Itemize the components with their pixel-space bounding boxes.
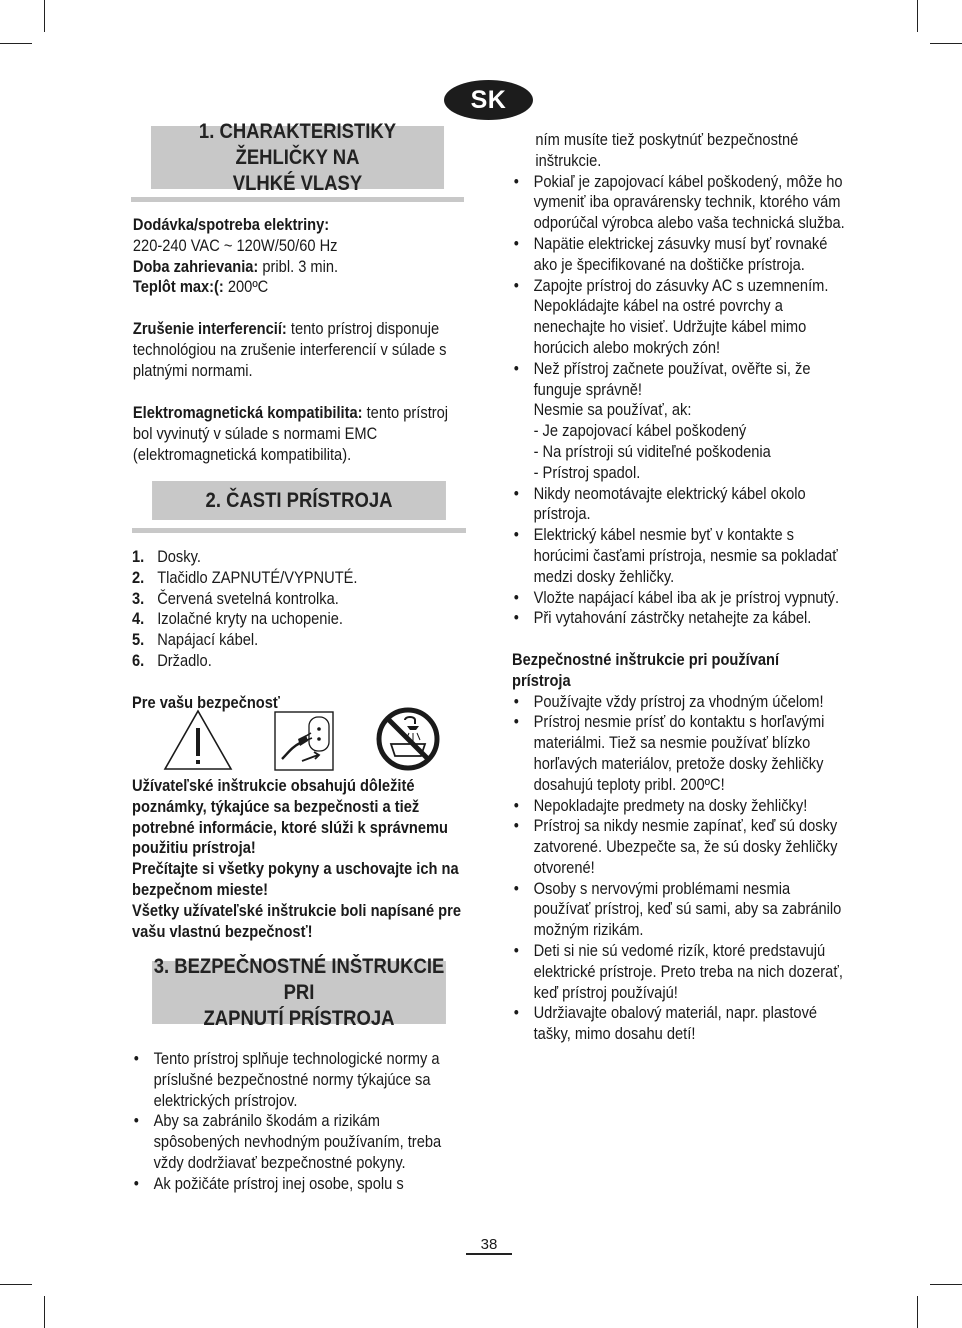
- section-3-heading: [152, 954, 446, 1030]
- list-item: • Aby sa zabránilo škodám a rizikám spôsobených nevhodným používaním, treba vždy dodržiavať bezpečnostné pokyny.: [133, 1112, 442, 1172]
- list-item: • Při vytahování zástrčky netahejte za kábel.: [513, 609, 812, 628]
- list-item: • Než přístroj začnete používat, ověřte si, že funguje správně! Nesmie sa používať, ak: - Je zapojovací kábel poškodený - Na prístroji sú viditeľné poškodenia - Prístroj spadol.: [513, 359, 811, 482]
- list-item: • Napätie elektrickej zásuvky musí byť rovnaké ako je špecifikované na doštičke prístroja.: [513, 234, 828, 274]
- page-number: 38: [480, 1236, 498, 1253]
- interference-paragraph: [133, 319, 466, 381]
- safety-heading: Pre vašu bezpečnosť: [132, 694, 280, 712]
- emc-text: tento prístroj bol vyvinutý v súlade s normami EMC (elektromagnetická kompatibilita).: [132, 404, 449, 464]
- spec-block: [133, 215, 466, 298]
- heating-value: pribl. 3 min.: [258, 257, 339, 276]
- page-number-underline: [466, 1253, 512, 1255]
- crop-mark: [0, 1284, 32, 1285]
- list-item: • Prístroj nesmie prísť do kontaktu s horľavými materiálmi. Tiež sa nesmie používať blízko horľavých materiálov, pretože dosky žehličky dosahujú teploty pribl. 200ºC!: [513, 713, 825, 794]
- emc-label: Elektromagnetická kompatibilita:: [132, 404, 363, 422]
- safety-bullets-right: [512, 172, 845, 630]
- safety-note: Prečítajte si všetky pokyny a uschovajte ich na bezpečnom mieste!: [132, 860, 459, 899]
- supply-value: 220-240 VAC ~ 120W/50/60 Hz: [132, 236, 338, 255]
- usage-safety-heading: Bezpečnostné inštrukcie pri používaní prístroja: [512, 650, 780, 690]
- continuation-text: ním musíte tiež poskytnúť bezpečnostné inštrukcie.: [535, 131, 799, 170]
- list-item: • Zapojte prístroj do zásuvky AC s uzemnením. Nepokládajte kábel na ostré povrchy a nenechajte ho visieť. Udržujte kábel mimo horúcich alebo mokrých zón!: [513, 276, 829, 357]
- section-2-title: 2. ČASTI PRÍSTROJA: [205, 488, 393, 512]
- interference-label: Zrušenie interferencií:: [132, 320, 287, 338]
- list-item: • Prístroj sa nikdy nesmie zapínať, keď sú dosky zatvorené. Ubezpečte sa, že sú dosky žehličky otvorené!: [513, 817, 838, 877]
- temp-value: 200ºC: [223, 278, 269, 297]
- crop-mark: [930, 1284, 962, 1285]
- list-item: • Osoby s nervovými problémami nesmia používať prístroj, keď sú sami, aby sa zabránilo možným rizikám.: [513, 879, 842, 940]
- warning-triangle-icon: [162, 708, 234, 772]
- language-badge: SK: [444, 80, 533, 120]
- list-item: 1. Dosky.: [132, 548, 201, 566]
- list-item: • Nepokladajte predmety na dosky žehličky!: [513, 796, 808, 815]
- usage-safety-bullets: [512, 692, 845, 1046]
- temp-label: Teplôt max:(:: [132, 278, 224, 297]
- crop-mark: [930, 43, 962, 44]
- list-item: • Pokiaľ je zapojovací kábel poškodený, môže ho vymeniť iba opravárensky technik, ktorého vám odporúčal výrobca alebo vaša technická služba.: [513, 172, 845, 233]
- section-1-title-line1: 1. CHARAKTERISTIKY ŽEHLIČKY NA: [198, 119, 397, 169]
- crop-mark: [917, 1296, 918, 1328]
- interference-text: tento prístroj disponuje technológiou na zrušenie interferencií v súlade s platnými normami.: [132, 320, 447, 380]
- list-item: 5. Napájací kábel.: [132, 631, 259, 650]
- list-item: • Tento prístroj splňuje technologické normy a príslušné bezpečnostné normy týkajúce sa elektrických prístrojov.: [133, 1050, 440, 1110]
- no-water-icon: [375, 706, 441, 772]
- section-1-heading: [151, 119, 444, 195]
- section-3-title-line1: 3. BEZPEČNOSTNÉ INŠTRUKCIE PRI: [153, 954, 445, 1004]
- crop-mark: [917, 0, 918, 32]
- safety-note: Všetky užívateľské inštrukcie boli napísané pre vašu vlastnú bezpečnosť!: [132, 901, 461, 941]
- not-use-intro: Nesmie sa používať, ak:: [533, 401, 692, 420]
- list-item: • Nikdy neomotávajte elektrický kábel okolo prístroja.: [513, 484, 806, 524]
- emc-paragraph: [133, 403, 466, 465]
- list-item: 4. Izolačné kryty na uchopenie.: [132, 610, 343, 629]
- supply-label: Dodávka/spotreba elektriny:: [132, 216, 330, 234]
- list-item: 2. Tlačidlo ZAPNUTÉ/VYPNUTÉ.: [132, 568, 358, 587]
- safety-notes: [132, 776, 465, 942]
- right-column: [512, 130, 845, 1045]
- list-item: • Vložte napájací kábel iba ak je prístroj vypnutý.: [513, 588, 840, 607]
- parts-list: [132, 547, 465, 672]
- list-item: • Používajte vždy prístroj za vhodným účelom!: [513, 692, 824, 711]
- section-3-title-line2: ZAPNUTÍ PRÍSTROJA: [203, 1006, 395, 1030]
- heating-label: Doba zahrievania:: [132, 257, 259, 276]
- crop-mark: [44, 0, 45, 32]
- list-item: 3. Červená svetelná kontrolka.: [132, 589, 339, 608]
- list-item: • Deti si nie sú vedomé rizík, ktoré predstavujú elektrické prístroje. Preto treba na nich dozerať, keď prístroj používajú!: [513, 942, 843, 1002]
- plug-socket-icon: [272, 709, 336, 773]
- safety-note: Užívateľské inštrukcie obsahujú dôležité poznámky, týkajúce sa bezpečnosti a tiež potrebné informácie, ktoré slúži k správnemu použitiu prístroja!: [132, 777, 448, 858]
- list-item: • Udržiavajte obalový materiál, napr. plastové tašky, mimo dosahu detí!: [513, 1004, 818, 1044]
- safety-bullets-left: [132, 1049, 465, 1195]
- not-use-item: - Prístroj spadol.: [533, 463, 641, 482]
- list-item: • Elektrický kábel nesmie byť v kontakte s horúcimi časťami prístroja, nesmie sa pokladať medzi dosky žehličky.: [513, 526, 838, 586]
- section-1-underline: [131, 197, 464, 202]
- not-use-item: - Je zapojovací kábel poškodený: [533, 422, 747, 441]
- safety-icons: [162, 708, 452, 774]
- section-2-heading: [152, 481, 446, 520]
- section-1-title-line2: VLHKÉ VLASY: [232, 171, 363, 195]
- crop-mark: [44, 1296, 45, 1328]
- section-2-underline: [132, 528, 466, 533]
- crop-mark: [0, 43, 32, 44]
- list-item: • Ak požičáte prístroj inej osobe, spolu s: [133, 1174, 404, 1193]
- list-item: 6. Držadlo.: [132, 651, 212, 670]
- not-use-item: - Na prístroji sú viditeľné poškodenia: [533, 442, 771, 461]
